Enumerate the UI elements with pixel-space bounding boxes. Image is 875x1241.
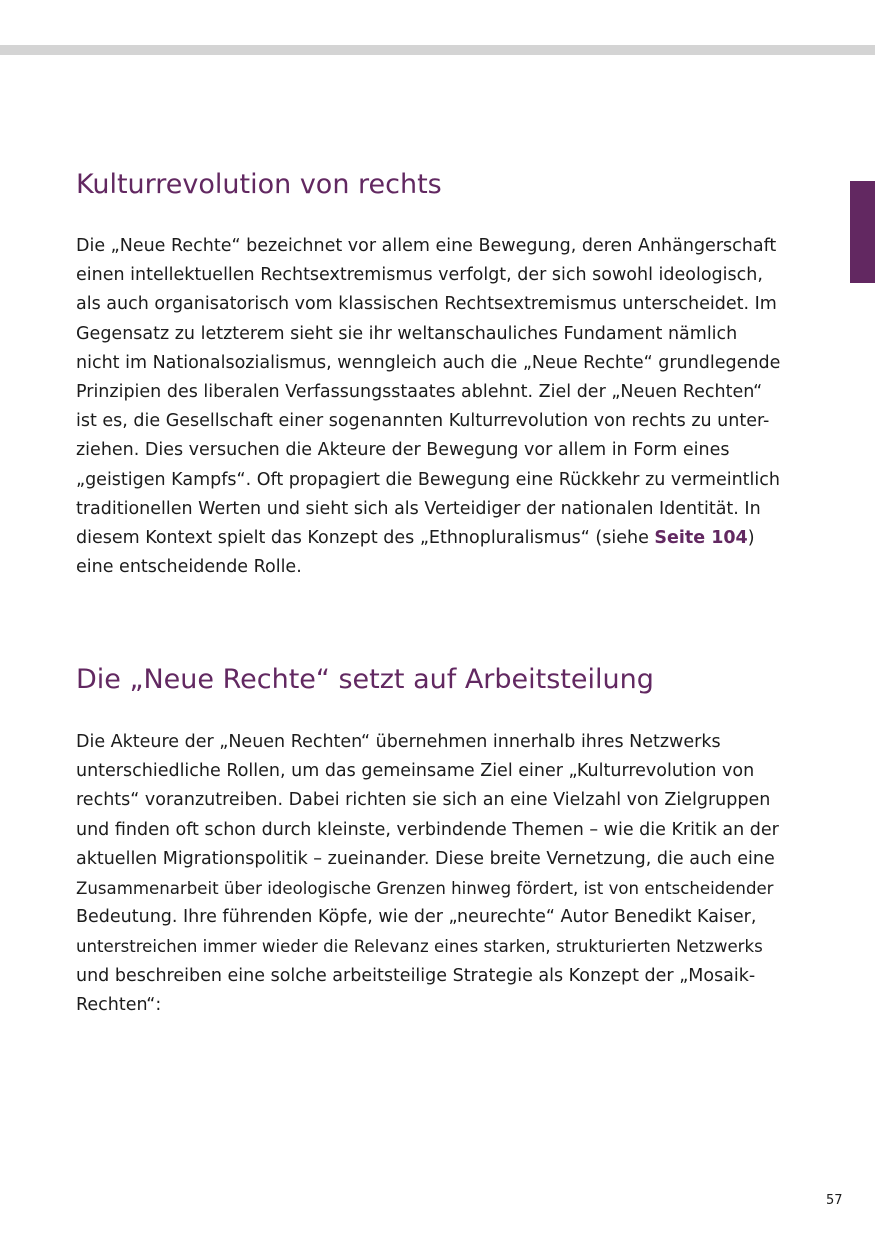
text-line: rechts“ voranzutreiben. Dabei richten sie sich an eine Vielzahl von Zielgruppen [76, 790, 771, 811]
section-heading-arbeitsteilung: Die „Neue Rechte“ setzt auf Arbeitsteilung [76, 664, 654, 695]
text-line: traditionellen Werten und sieht sich als Verteidiger der nationalen Identität. In [76, 498, 761, 519]
text-line: einen intellektuellen Rechtsextremismus verfolgt, der sich sowohl ideologisch, [76, 265, 763, 286]
text-line: und beschreiben eine solche arbeitsteilige Strategie als Konzept der „Mosaik- [76, 965, 756, 986]
top-rule [0, 45, 875, 55]
text-line: als auch organisatorisch vom klassischen Rechtsextremismus unterscheidet. Im [76, 294, 777, 315]
text-line: nicht im Nationalsozialismus, wenngleich auch die „Neue Rechte“ grundlegende [76, 352, 781, 373]
text-line: Zusammenarbeit über ideologische Grenzen hinweg fördert, ist von entscheidender [76, 878, 774, 898]
section-heading-kulturrevolution: Kulturrevolution von rechts [76, 169, 442, 200]
paragraph-kulturrevolution [76, 232, 816, 582]
text-line: unterstreichen immer wieder die Relevanz eines starken, strukturierten Netzwerks [76, 937, 763, 957]
text-line: Prinzipien des liberalen Verfassungsstaates ablehnt. Ziel der „Neuen Rechten“ [76, 381, 763, 402]
page-reference-link[interactable]: Seite 104 [654, 527, 748, 548]
text-line: eine entscheidende Rolle. [76, 557, 302, 578]
text-segment: ) [747, 527, 755, 548]
text-line: Gegensatz zu letzterem sieht sie ihr weltanschauliches Fundament nämlich [76, 323, 738, 344]
page-number: 57 [826, 1193, 843, 1208]
text-line-with-reference [76, 524, 816, 553]
chapter-tab-marker [850, 181, 875, 283]
text-segment: diesem Kontext spielt das Konzept des „Ethnopluralismus“ (siehe [76, 527, 655, 548]
text-line: „geistigen Kampfs“. Oft propagiert die Bewegung eine Rückkehr zu vermeintlich [76, 469, 780, 490]
text-line: Die „Neue Rechte“ bezeichnet vor allem eine Bewegung, deren Anhängerschaft [76, 236, 777, 256]
text-line: Bedeutung. Ihre führenden Köpfe, wie der „neurechte“ Autor Benedikt Kaiser, [76, 907, 757, 928]
text-line: und finden oft schon durch kleinste, verbindende Themen – wie die Kritik an der [76, 819, 779, 840]
text-line: Rechten“: [76, 994, 162, 1015]
text-line: unterschiedliche Rollen, um das gemeinsame Ziel einer „Kulturrevolution von [76, 761, 755, 782]
text-line: Die Akteure der „Neuen Rechten“ übernehmen innerhalb ihres Netzwerks [76, 732, 721, 752]
text-line: aktuellen Migrationspolitik – zueinander. Diese breite Vernetzung, die auch eine [76, 848, 775, 869]
text-line: ziehen. Dies versuchen die Akteure der Bewegung vor allem in Form eines [76, 440, 730, 461]
text-line: ist es, die Gesellschaft einer sogenannten Kulturrevolution von rechts zu unter- [76, 411, 770, 432]
paragraph-arbeitsteilung [76, 728, 816, 1020]
